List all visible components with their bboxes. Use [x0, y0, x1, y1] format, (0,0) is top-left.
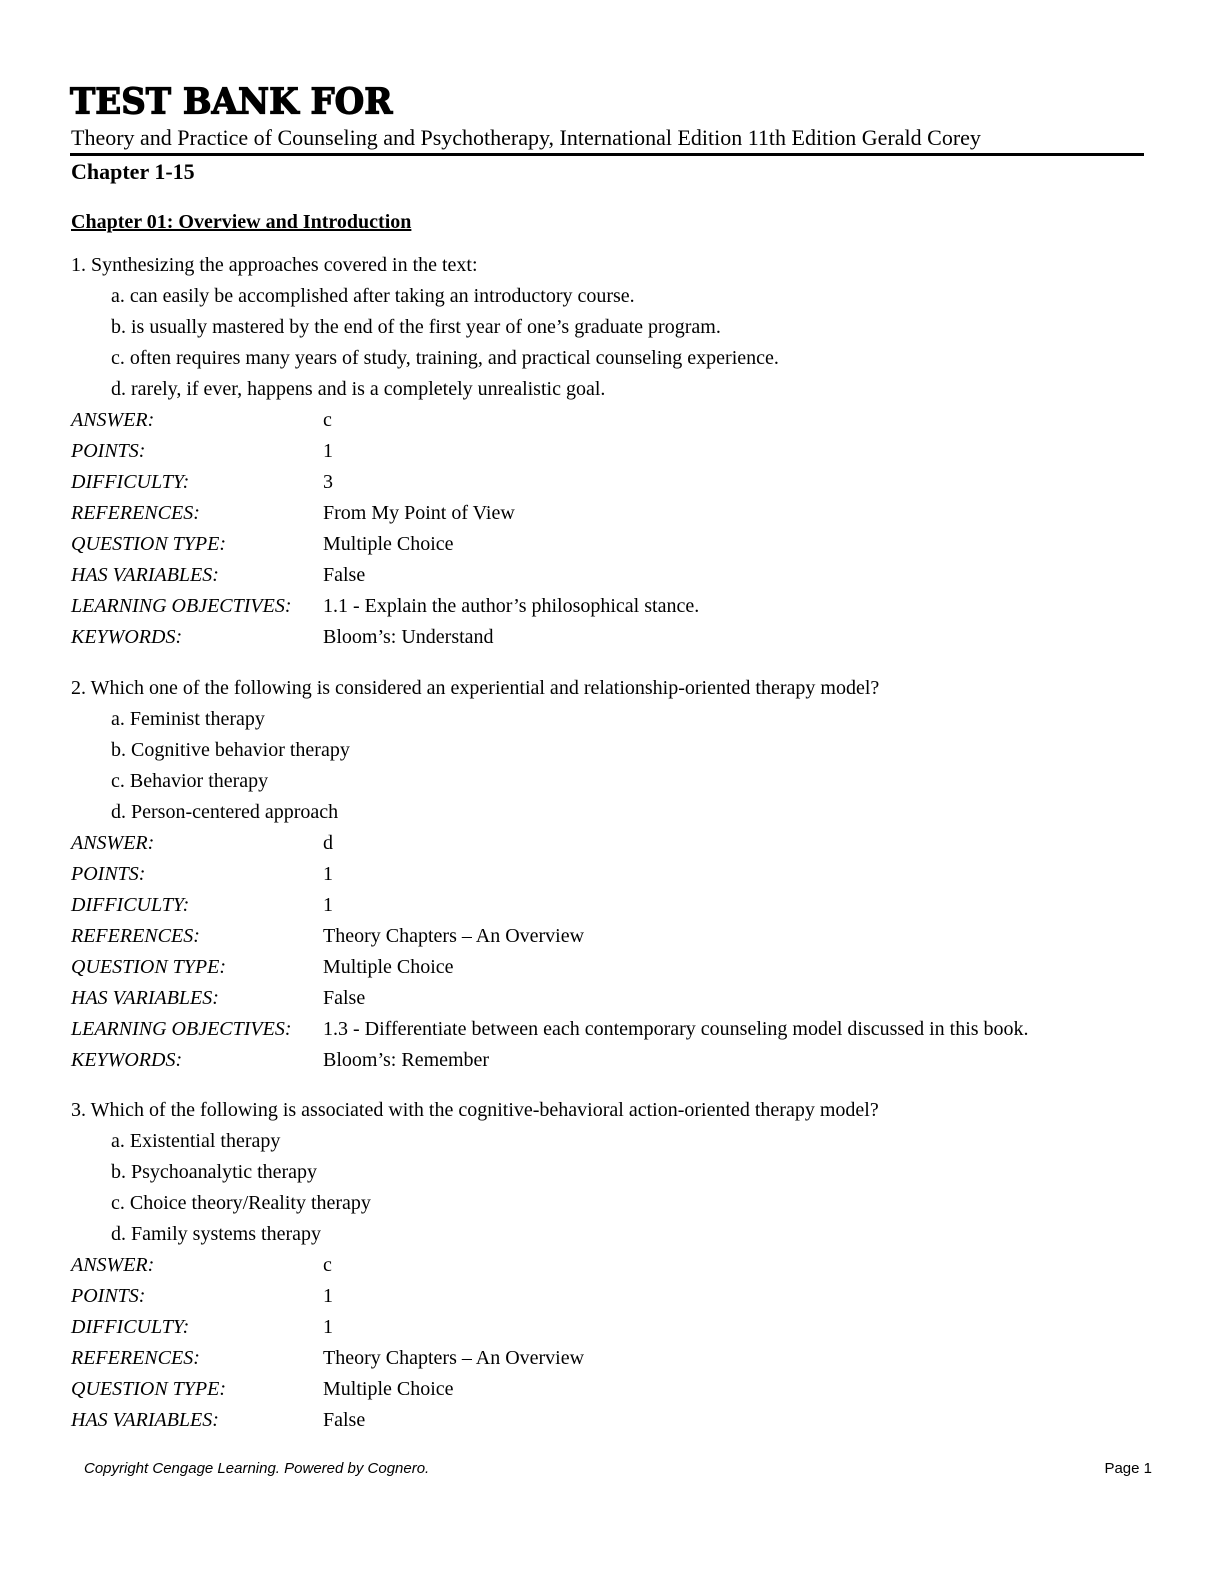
- points-value: 1: [323, 863, 333, 885]
- points-row: [71, 1283, 1171, 1314]
- references-label: REFERENCES:: [71, 1347, 200, 1369]
- difficulty-row: [71, 469, 1171, 500]
- question-stem: 1. Synthesizing the approaches covered in the text:: [71, 254, 478, 276]
- option-b: b. Cognitive behavior therapy: [111, 739, 350, 761]
- references-row: [71, 1345, 1171, 1376]
- learning-objectives-value: 1.3 - Differentiate between each contemporary counseling model discussed in this book.: [323, 1018, 1029, 1040]
- difficulty-row: [71, 1314, 1171, 1345]
- option-b: b. is usually mastered by the end of the first year of one’s graduate program.: [111, 316, 721, 338]
- points-label: POINTS:: [71, 863, 146, 885]
- answer-row: [71, 830, 1171, 861]
- page-number: Page 1: [1104, 1460, 1152, 1477]
- difficulty-value: 3: [323, 471, 333, 493]
- option-c: c. often requires many years of study, training, and practical counseling experience.: [111, 347, 779, 369]
- keywords-value: Bloom’s: Understand: [323, 626, 494, 648]
- references-label: REFERENCES:: [71, 502, 200, 524]
- keywords-row: [71, 624, 1171, 655]
- option-c: c. Choice theory/Reality therapy: [111, 1192, 371, 1214]
- question-type-value: Multiple Choice: [323, 956, 454, 978]
- references-label: REFERENCES:: [71, 925, 200, 947]
- references-row: [71, 923, 1171, 954]
- references-value: From My Point of View: [323, 502, 515, 524]
- question-type-row: [71, 531, 1171, 562]
- question-type-label: QUESTION TYPE:: [71, 1378, 227, 1400]
- learning-objectives-row: [71, 593, 1171, 624]
- learning-objectives-label: LEARNING OBJECTIVES:: [71, 595, 292, 617]
- points-label: POINTS:: [71, 1285, 146, 1307]
- question-type-row: [71, 954, 1171, 985]
- keywords-label: KEYWORDS:: [71, 1049, 183, 1071]
- has-variables-row: [71, 562, 1171, 593]
- question-type-value: Multiple Choice: [323, 1378, 454, 1400]
- difficulty-label: DIFFICULTY:: [71, 894, 190, 916]
- option-b: b. Psychoanalytic therapy: [111, 1161, 318, 1183]
- option-d: d. Family systems therapy: [111, 1223, 321, 1245]
- option-a: a. can easily be accomplished after taking an introductory course.: [111, 285, 635, 307]
- points-row: [71, 438, 1171, 469]
- points-value: 1: [323, 440, 333, 462]
- option-a: a. Feminist therapy: [111, 708, 265, 730]
- references-value: Theory Chapters – An Overview: [323, 1347, 585, 1369]
- answer-value: d: [323, 832, 333, 854]
- has-variables-label: HAS VARIABLES:: [71, 1409, 219, 1431]
- option-a: a. Existential therapy: [111, 1130, 281, 1152]
- keywords-row: [71, 1047, 1171, 1078]
- question-type-label: QUESTION TYPE:: [71, 956, 227, 978]
- learning-objectives-row: [71, 1016, 1171, 1047]
- question-stem: 2. Which one of the following is considered an experiential and relationship-oriented therapy model?: [71, 677, 880, 699]
- has-variables-label: HAS VARIABLES:: [71, 987, 219, 1009]
- has-variables-row: [71, 985, 1171, 1016]
- has-variables-value: False: [323, 1409, 366, 1431]
- difficulty-value: 1: [323, 894, 333, 916]
- answer-value: c: [323, 409, 332, 431]
- has-variables-row: [71, 1407, 1171, 1438]
- points-value: 1: [323, 1285, 333, 1307]
- header-divider: [70, 153, 1144, 156]
- points-label: POINTS:: [71, 440, 146, 462]
- chapter-heading: Chapter 01: Overview and Introduction: [71, 211, 412, 233]
- answer-label: ANSWER:: [71, 409, 155, 431]
- option-d: d. Person-centered approach: [111, 801, 339, 823]
- difficulty-label: DIFFICULTY:: [71, 1316, 190, 1338]
- keywords-value: Bloom’s: Remember: [323, 1049, 490, 1071]
- question-1: [71, 252, 1171, 655]
- answer-value: c: [323, 1254, 332, 1276]
- keywords-label: KEYWORDS:: [71, 626, 183, 648]
- option-c: c. Behavior therapy: [111, 770, 269, 792]
- question-type-value: Multiple Choice: [323, 533, 454, 555]
- has-variables-value: False: [323, 564, 366, 586]
- difficulty-value: 1: [323, 1316, 333, 1338]
- book-subtitle: Theory and Practice of Counseling and Psychotherapy, International Edition 11th Edition Gerald Corey: [71, 125, 981, 150]
- chapter-range: Chapter 1-15: [71, 159, 195, 184]
- difficulty-label: DIFFICULTY:: [71, 471, 190, 493]
- answer-row: [71, 1252, 1171, 1283]
- footer-copyright: Copyright Cengage Learning. Powered by Cognero.: [84, 1460, 430, 1477]
- points-row: [71, 861, 1171, 892]
- question-2: [71, 675, 1171, 1078]
- page-title: TEST BANK FOR: [70, 81, 393, 123]
- references-value: Theory Chapters – An Overview: [323, 925, 585, 947]
- question-3: [71, 1097, 1171, 1438]
- option-d: d. rarely, if ever, happens and is a completely unrealistic goal.: [111, 378, 606, 400]
- references-row: [71, 500, 1171, 531]
- has-variables-value: False: [323, 987, 366, 1009]
- learning-objectives-label: LEARNING OBJECTIVES:: [71, 1018, 292, 1040]
- learning-objectives-value: 1.1 - Explain the author’s philosophical stance.: [323, 595, 700, 617]
- question-type-label: QUESTION TYPE:: [71, 533, 227, 555]
- question-type-row: [71, 1376, 1171, 1407]
- answer-row: [71, 407, 1171, 438]
- answer-label: ANSWER:: [71, 832, 155, 854]
- has-variables-label: HAS VARIABLES:: [71, 564, 219, 586]
- question-stem: 3. Which of the following is associated with the cognitive-behavioral action-oriented therapy model?: [71, 1099, 879, 1121]
- difficulty-row: [71, 892, 1171, 923]
- answer-label: ANSWER:: [71, 1254, 155, 1276]
